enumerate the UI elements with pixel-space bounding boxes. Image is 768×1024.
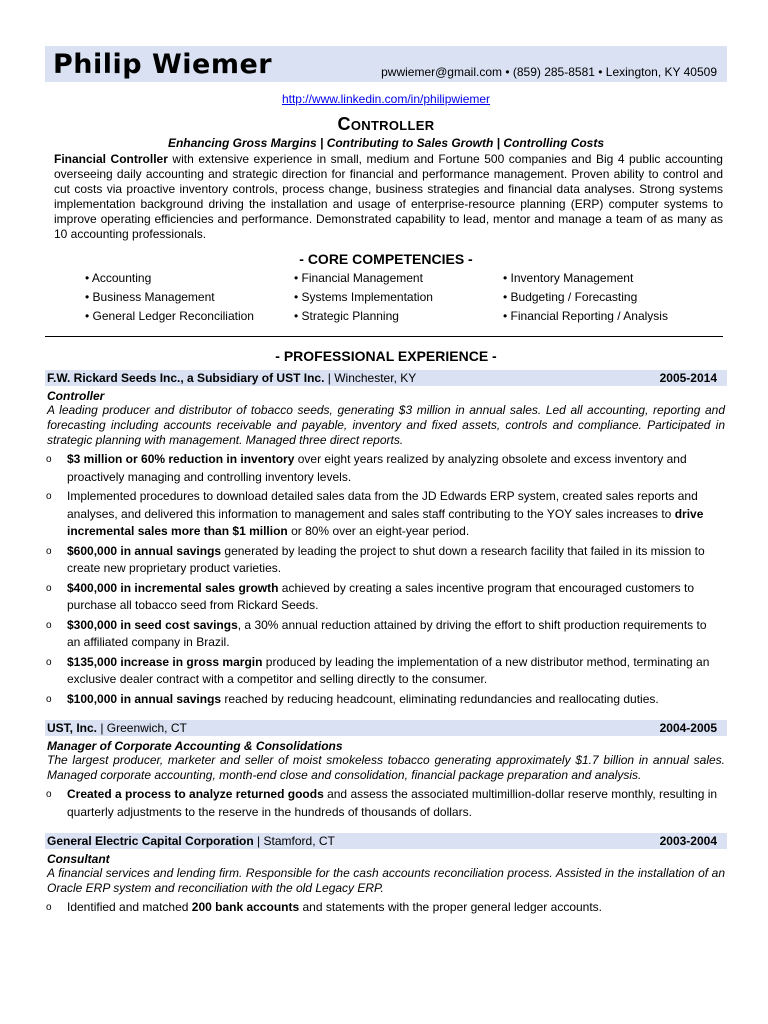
achievement-item: o $100,000 in annual savings reached by reducing headcount, eliminating redundancies and reallocating duties. — [45, 691, 727, 709]
achievement-list — [45, 899, 727, 917]
company-location: | Winchester, KY — [324, 371, 417, 385]
competency-item: • Budgeting / Forecasting — [503, 290, 638, 304]
competency-item: • Business Management — [85, 290, 215, 304]
company-name: General Electric Capital Corporation — [47, 834, 254, 848]
company-location: | Greenwich, CT — [97, 721, 187, 735]
achievement-item: o $135,000 increase in gross margin produced by leading the implementation of a new distributor method, terminating an exclusive dealer contract with a competitor and selling directly to the consumer. — [45, 654, 727, 689]
achievement-item: o Implemented procedures to download detailed sales data from the JD Edwards ERP system, created sales reports and analyses, and delivered this information to management and sales staff contributing to the YOY sales increases to drive incremental sales more than $1 million or 80% over an eight-year period. — [45, 488, 727, 541]
job-description: The largest producer, marketer and seller of moist smokeless tobacco generating approximately $1.7 billion in annual sales. Managed corporate accounting, month-end close and consolidation, financial package preparation and analysis. — [47, 753, 725, 782]
achievement-item: o $3 million or 60% reduction in inventory over eight years realized by analyzing obsolete and excess inventory and proactively managing and controlling inventory levels. — [45, 451, 727, 486]
achievement-item: o Created a process to analyze returned goods and assess the associated multimillion-dollar reserve monthly, resulting in quarterly adjustments to the reserve in the hundreds of thousands of dollars. — [45, 786, 727, 821]
resume-page — [45, 46, 727, 919]
job-description: A leading producer and distributor of tobacco seeds, generating $3 million in annual sales. Led all accounting, reporting and forecasting including accounts receivable and payable, inventory and fixed assets, controls and compliance. Participated in strategic planning with management. Managed three direct reports. — [47, 403, 725, 447]
competency-item: • Strategic Planning — [294, 309, 399, 323]
job-header-bar — [45, 720, 727, 736]
achievement-item: o $400,000 in incremental sales growth achieved by creating a sales incentive program that encouraged customers to purchase all tobacco seed from Rickard Seeds. — [45, 580, 727, 615]
job-years: 2005-2014 — [659, 371, 717, 385]
job-header-bar — [45, 833, 727, 849]
competency-item: • Financial Reporting / Analysis — [503, 309, 668, 323]
job-entry — [45, 833, 727, 917]
competency-item: • Inventory Management — [503, 271, 634, 285]
linkedin-line — [45, 92, 727, 106]
job-role: Controller — [47, 389, 105, 403]
header-bar — [45, 46, 727, 82]
competency-item: • General Ledger Reconciliation — [85, 309, 254, 323]
candidate-name: Philip Wiemer — [53, 49, 273, 80]
job-description: A financial services and lending firm. Responsible for the cash accounts reconciliation process. Assisted in the installation of an Oracle ERP system and reconciliation with the old Legacy ERP. — [47, 866, 725, 895]
linkedin-link[interactable]: http://www.linkedin.com/in/philipwiemer — [281, 92, 491, 106]
tagline: Enhancing Gross Margins | Contributing to Sales Growth | Controlling Costs — [167, 136, 605, 150]
summary-paragraph — [54, 152, 723, 242]
section-divider — [45, 336, 723, 337]
company-name: UST, Inc. — [47, 721, 98, 735]
achievement-item: o Identified and matched 200 bank accounts and statements with the proper general ledger accounts. — [45, 899, 727, 917]
achievement-item: o $300,000 in seed cost savings, a 30% annual reduction attained by driving the effort to shift production requirements to an affiliated company in Brazil. — [45, 617, 727, 652]
company-location: | Stamford, CT — [253, 834, 335, 848]
job-title: Controller — [337, 114, 435, 134]
competencies-heading: - CORE COMPETENCIES - — [299, 251, 473, 267]
achievement-item: o $600,000 in annual savings generated by leading the project to shut down a research facility that failed in its mission to create new proprietary product varieties. — [45, 543, 727, 578]
experience-heading: - PROFESSIONAL EXPERIENCE - — [275, 348, 497, 364]
contact-info: pwwiemer@gmail.com • (859) 285-8581 • Lexington, KY 40509 — [381, 65, 717, 79]
competency-item: • Systems Implementation — [294, 290, 433, 304]
competencies-grid — [85, 269, 727, 326]
job-years: 2004-2005 — [659, 721, 717, 735]
achievement-list — [45, 451, 727, 708]
job-years: 2003-2004 — [659, 834, 717, 848]
competency-item: • Financial Management — [294, 271, 423, 285]
job-role: Manager of Corporate Accounting & Consolidations — [47, 739, 343, 753]
achievement-list — [45, 786, 727, 821]
job-role: Consultant — [47, 852, 110, 866]
job-entry — [45, 720, 727, 821]
job-header-bar — [45, 370, 727, 386]
summary-text: with extensive experience in small, medium and Fortune 500 companies and Big 4 public accounting overseeing daily accounting and strategic direction for financial and performance management. Proven ability to control and cut costs via proactive inventory controls, process change, business strategies and financial data analyses. Strong systems implementation background driving the installation and usage of enterprise-resource planning (ERP) computer systems to improve operating efficiencies and performance. Demonstrated capability to lead, mentor and manage a team of as many as 10 accounting professionals. — [54, 152, 723, 241]
job-entry — [45, 370, 727, 708]
summary-lead: Financial Controller — [54, 152, 168, 166]
company-name: F.W. Rickard Seeds Inc., a Subsidiary of UST Inc. — [47, 371, 325, 385]
competency-item: • Accounting — [85, 271, 152, 285]
